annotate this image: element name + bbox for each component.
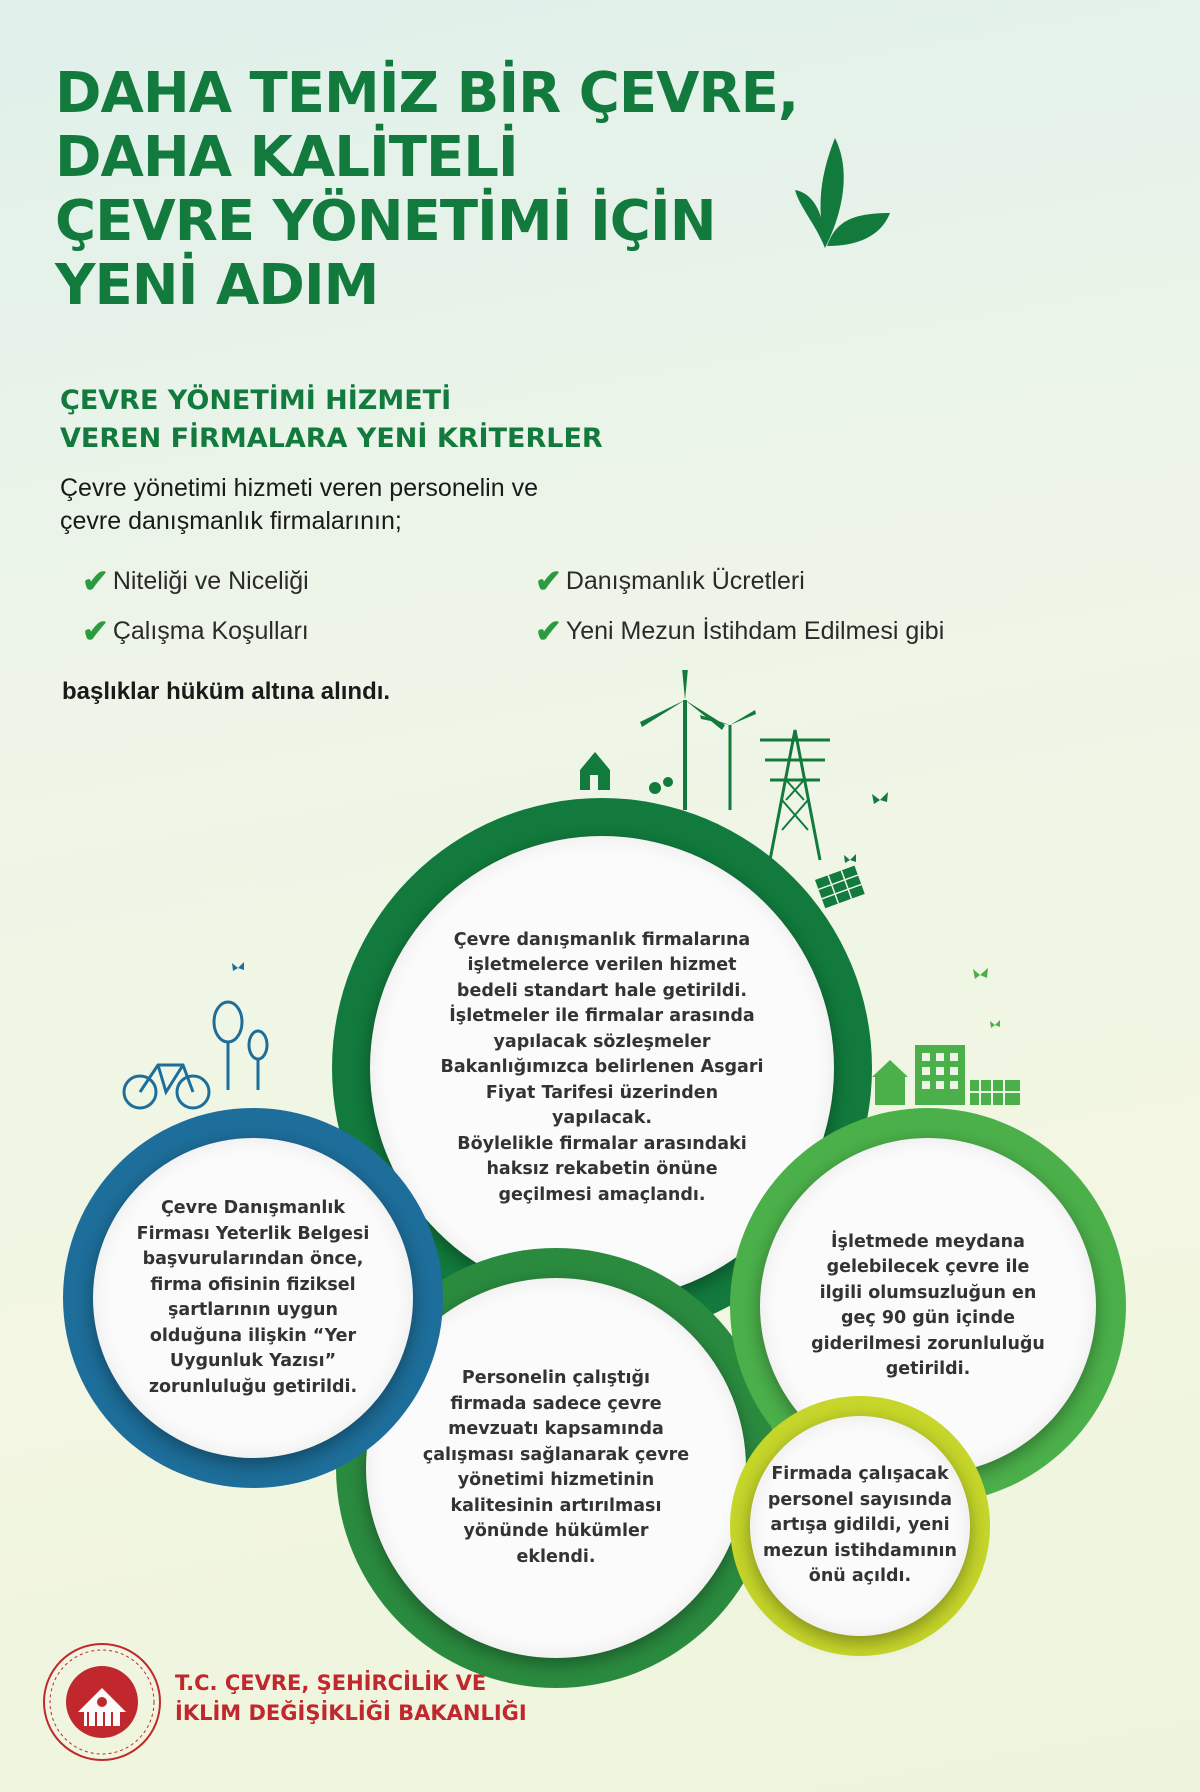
text-line: önü açıldı.	[808, 1566, 912, 1587]
text-line: çalışması sağlanarak çevre	[422, 1444, 690, 1465]
text-line: artışa gidildi, yeni	[770, 1515, 950, 1536]
subtitle	[60, 382, 603, 458]
text-line: işletmelerce verilen hizmet	[467, 955, 737, 976]
criteria-item	[82, 565, 309, 597]
criteria-item	[535, 615, 944, 647]
text-line: Çevre danışmanlık firmalarına	[453, 929, 751, 950]
criteria-label: Niteliği ve Niceliği	[112, 566, 309, 595]
text-line: şartlarının uygun	[168, 1300, 338, 1320]
ministry-line: İKLİM DEĞİŞİKLİĞİ BAKANLIĞI	[175, 1701, 527, 1725]
text-line: yönetimi hizmetinin	[457, 1470, 655, 1490]
text-line: getirildi.	[885, 1359, 971, 1379]
text-line: Çevre Danışmanlık	[160, 1198, 346, 1218]
text-line: geç 90 gün içinde	[840, 1308, 1016, 1328]
right-circle-text	[811, 1230, 1045, 1383]
text-line: firma ofisinin fiziksel	[150, 1274, 356, 1295]
text-line: yapılacak.	[551, 1108, 653, 1129]
text-line: Firmada çalışacak	[771, 1464, 949, 1485]
text-line: mevzuatı kapsamında	[448, 1419, 664, 1439]
bicycle-trees-icon	[118, 960, 298, 1120]
text-line: Firması Yeterlik Belgesi	[136, 1223, 370, 1244]
text-line: İşletmede meydana	[831, 1231, 1025, 1252]
check-icon: ✔	[535, 613, 562, 649]
title-line: ÇEVRE YÖNETİMİ İÇİN	[55, 189, 716, 254]
text-line: kalitesinin artırılması	[450, 1495, 662, 1516]
text-line: Uygunluk Yazısı”	[169, 1351, 337, 1371]
left-circle-text	[137, 1196, 370, 1400]
text-line: yönünde hükümler	[463, 1521, 649, 1541]
closing-text: başlıklar hüküm altına alındı.	[62, 678, 391, 705]
center-circle-text	[441, 928, 764, 1209]
intro-text	[60, 472, 538, 538]
text-line: gelebilecek çevre ile	[826, 1257, 1030, 1277]
text-line: mezun istihdamının	[762, 1540, 958, 1561]
ministry-seal-logo	[40, 1640, 164, 1764]
subtitle-line: ÇEVRE YÖNETİMİ HİZMETİ	[60, 385, 452, 416]
ministry-name	[175, 1668, 527, 1728]
text-line: olduğuna ilişkin “Yer	[149, 1325, 357, 1346]
text-line: personel sayısında	[767, 1489, 953, 1510]
ministry-line: T.C. ÇEVRE, ŞEHİRCİLİK VE	[175, 1671, 487, 1695]
criteria-item	[82, 615, 309, 647]
text-line: firmada sadece çevre	[450, 1393, 662, 1414]
leaf-icon	[795, 128, 895, 258]
text-line: ilgili olumsuzluğun en	[819, 1282, 1037, 1303]
check-icon: ✔	[82, 613, 109, 649]
check-icon: ✔	[82, 563, 109, 599]
text-line: İşletmeler ile firmalar arasında	[449, 1006, 755, 1027]
text-line: bedeli standart hale getirildi.	[456, 980, 748, 1001]
text-line: haksız rekabetin önüne	[486, 1159, 718, 1180]
text-line: Personelin çalıştığı	[461, 1368, 651, 1388]
text-line: giderilmesi zorunluluğu	[811, 1333, 1045, 1354]
text-line: geçilmesi amaçlandı.	[498, 1184, 706, 1205]
text-line: yapılacak sözleşmeler	[493, 1031, 711, 1052]
criteria-label: Yeni Mezun İstihdam Edilmesi gibi	[565, 616, 945, 645]
text-line: zorunluluğu getirildi.	[148, 1376, 358, 1397]
criteria-label: Çalışma Koşulları	[112, 616, 309, 645]
subtitle-line: VEREN FİRMALARA YENİ KRİTERLER	[60, 423, 603, 454]
text-line: Bakanlığımızca belirlenen Asgari	[440, 1057, 764, 1078]
small-circle	[730, 1396, 990, 1656]
criteria-item	[535, 565, 805, 597]
text-line: Böylelikle firmalar arasındaki	[457, 1133, 747, 1154]
page-title	[55, 62, 798, 318]
text-line: eklendi.	[516, 1546, 596, 1567]
small-circle-text	[763, 1462, 957, 1590]
intro-line: Çevre yönetimi hizmeti veren personelin ve	[60, 474, 538, 502]
left-circle	[63, 1108, 443, 1488]
intro-line: çevre danışmanlık firmalarının;	[60, 507, 402, 535]
title-line: DAHA TEMİZ BİR ÇEVRE,	[55, 61, 799, 126]
text-line: Fiyat Tarifesi üzerinden	[485, 1082, 719, 1103]
bottom-circle-text	[423, 1366, 689, 1570]
title-line: DAHA KALİTELİ	[55, 125, 518, 190]
criteria-label: Danışmanlık Ücretleri	[565, 566, 805, 595]
check-icon: ✔	[535, 563, 562, 599]
title-line: YENİ ADIM	[55, 253, 379, 318]
buildings-icon	[870, 965, 1040, 1115]
text-line: başvurularından önce,	[142, 1249, 364, 1269]
